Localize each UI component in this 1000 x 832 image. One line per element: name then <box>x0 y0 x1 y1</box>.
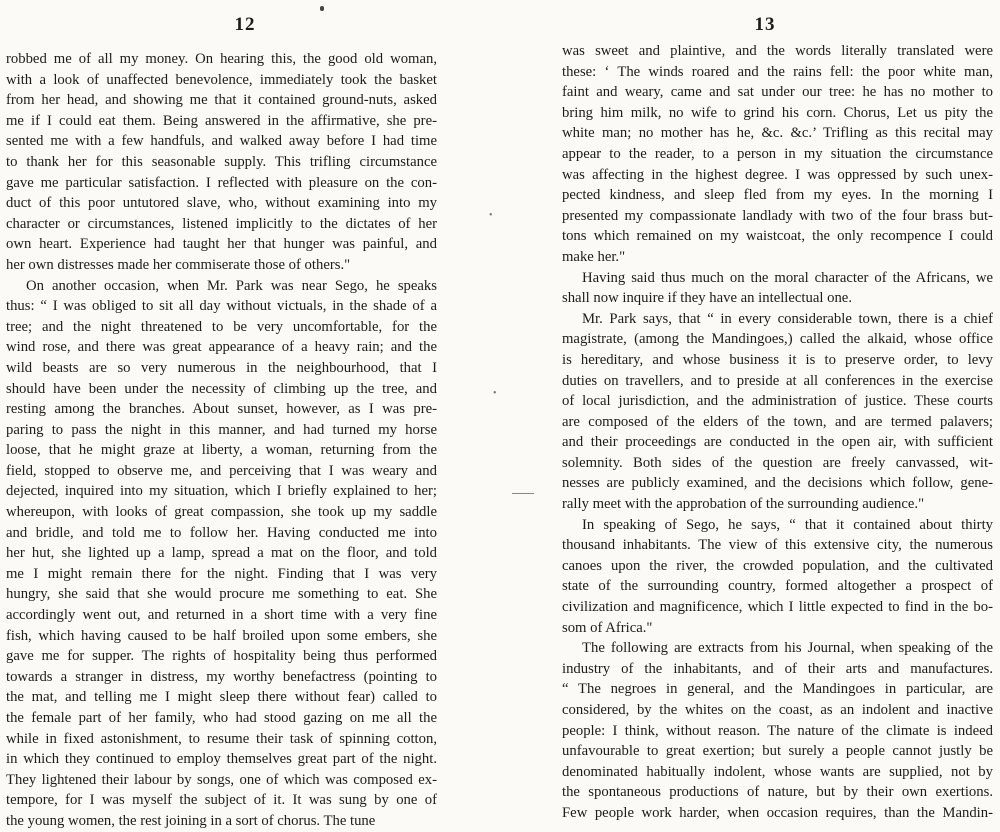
text-line: “ The negroes in general, and the Mandingoes in particular, are <box>562 681 993 698</box>
text-line: robbed me of all my money. On hearing this, the good old woman, <box>6 51 437 67</box>
text-line: thus: “ I was obliged to sit all day without victuals, in the shade of a <box>6 298 437 315</box>
text-line: and bridle, and told me to follow her. Having conducted me into <box>6 524 437 541</box>
text-line: pected kindness, and sleep fled from my eyes. In the morning I <box>562 187 993 204</box>
text-line: They lightened their labour by songs, one of which was composed ex- <box>6 771 437 788</box>
text-line: whereupon, with looks of great compassion, she took up my saddle <box>6 504 437 521</box>
text-line: unfavourable to great exertion; but surely a people cannot justly be <box>562 743 993 760</box>
text-line: wild beasts are so very numerous in the neighbourhood, that I <box>6 359 437 376</box>
text-line: her own distresses made her commiserate those of others." <box>6 256 351 273</box>
text-line: appear to the reader, to a person in my situation the circumstance <box>562 145 993 162</box>
text-line: is hereditary, and whose business it is to preserve order, to levy <box>562 351 993 368</box>
text-line: while in fixed astonishment, to resume their task of spinning cotton, <box>6 730 437 747</box>
text-line: was affecting in the highest degree. I was oppressed by such unex- <box>562 166 993 183</box>
text-line: me if I could eat them. Being answered in the affirmative, she pre- <box>6 112 437 129</box>
text-line: solemnity. Both sides of the question are freely canvassed, wit- <box>562 454 993 471</box>
text-line: gave me for supper. The rights of hospitality being thus performed <box>6 648 437 665</box>
text-line: loose, that he might graze at liberty, a woman, returning from the <box>6 442 437 459</box>
text-line: The following are extracts from his Journal, when speaking of the <box>582 640 993 657</box>
text-line: duties on travellers, and to preside at all conferences in the exercise <box>562 372 993 389</box>
text-line: make her." <box>562 248 626 265</box>
text-line: was sweet and plaintive, and the words literally translated were <box>562 43 993 59</box>
text-line: towards a stranger in distress, my worthy benefactress (pointing to <box>6 668 437 685</box>
text-line: fish, which having caused to be half broiled upon some embers, she <box>6 627 437 644</box>
gutter-mark-icon: • <box>493 388 497 399</box>
ink-spot <box>320 6 324 11</box>
text-line: dejected, inquired into my situation, which I briefly explained to her; <box>6 483 437 500</box>
text-line: the female part of her family, who had stood gazing on me all the <box>6 710 437 726</box>
text-line: the young women, the rest joining in a sort of chorus. The tune <box>6 812 376 829</box>
right-page <box>530 0 1000 821</box>
text-line: the mat, and telling me I might sleep there without fear) called to <box>6 689 437 706</box>
text-line: hungry, she said that she would procure me something to eat. She <box>6 586 437 603</box>
text-line: in which they continued to employ themselves great part of the night. <box>6 751 437 768</box>
text-line: thousand inhabitants. The view of this extensive city, the numerous <box>562 537 993 554</box>
text-line: In speaking of Sego, he says, “ that it contained about thirty <box>582 516 993 533</box>
text-line: Mr. Park says, that “ in every considerable town, there is a chief <box>582 310 993 327</box>
text-line: resting among the branches. About sunset, however, as I was pre- <box>6 401 437 418</box>
left-page <box>0 0 470 829</box>
text-line: canoes upon the river, the crowded population, and the cultivated <box>562 557 993 574</box>
text-line: character or circumstances, listened implicitly to the dictates of her <box>6 215 437 232</box>
text-line: faint and weary, came and sat under our tree: he has no mother to <box>562 84 993 101</box>
text-line: presented my compassionate landlady with two of the four brass but- <box>562 207 993 224</box>
text-line: the spontaneous productions of nature, but by their own exertions. <box>562 784 993 801</box>
text-line: of local jurisdiction, and the administration of justice. These courts <box>562 393 993 410</box>
text-line: denominated habitually indolent, whose wants are supplied, not by <box>562 763 993 780</box>
text-line: industry of the inhabitants, and of their arts and manufactures. <box>562 660 993 677</box>
text-line: accordingly went out, and returned in a short time with a very fine <box>6 607 437 624</box>
text-line: her hut, she lighted up a lamp, spread a mat on the floor, and told <box>6 545 437 562</box>
text-line: som of Africa." <box>562 619 653 636</box>
text-line: people: I think, without reason. The nature of the climate is indeed <box>562 722 993 739</box>
text-line: wind rose, and there was great appearance of a heavy rain; and the <box>6 339 437 356</box>
page-text <box>6 49 437 832</box>
text-line: nesses are publicly examined, and the decisions which follow, gene- <box>562 475 993 492</box>
text-line: with a look of unaffected benevolence, immediately took the basket <box>6 71 437 88</box>
text-line: sented me with a few handfuls, and walked away before I had time <box>6 133 437 150</box>
text-line: civilization and magnificence, which I little expected to find in the bo- <box>562 599 993 616</box>
text-line: magistrate, (among the Mandingoes,) called the alkaid, whose office <box>562 331 993 348</box>
text-line: considered, by the whites on the coast, as an indolent and inactive <box>562 702 993 718</box>
text-line: tons which remained on my waistcoat, the only recompence I could <box>562 228 993 245</box>
text-line: to thank her for this seasonable supply. This trifling circumstance <box>6 153 437 170</box>
text-line: from her head, and showing me that it contained ground-nuts, asked <box>6 92 437 109</box>
page-number: 13 <box>754 14 776 35</box>
text-line: Few people work harder, when occasion requires, than the Mandin- <box>562 804 993 821</box>
text-line: are composed of the elders of the town, and are termed palavers; <box>562 413 993 430</box>
text-line: field, stopped to observe me, and perceiving that I was weary and <box>6 462 437 479</box>
text-line: should have been under the necessity of climbing up the tree, and <box>6 380 437 397</box>
text-line: shall now inquire if they have an intellectual one. <box>562 290 852 307</box>
gutter-mark-icon: • <box>489 210 493 221</box>
text-line: bring him milk, no wife to grind his corn. Chorus, Let us pity the <box>562 104 993 121</box>
text-line: these: ‘ The winds roared and the rains fell: the poor white man, <box>562 63 993 80</box>
text-line: me I might remain there for the night. Finding that I was very <box>6 565 437 582</box>
page-number: 12 <box>234 14 256 35</box>
text-line: gave me particular satisfaction. I reflected with pleasure on the con- <box>6 174 437 191</box>
text-line: white man; no mother has he, &c. &c.’ Trifling as this recital may <box>562 125 993 142</box>
text-line: Having said thus much on the moral character of the Africans, we <box>582 269 993 286</box>
text-line: duct of this poor untutored slave, who, without examining into my <box>6 195 437 212</box>
page-text <box>562 41 993 824</box>
text-line: own heart. Experience had taught her that hunger was painful, and <box>6 236 437 253</box>
text-line: state of the surrounding country, formed altogether a prospect of <box>562 578 993 595</box>
text-line: paring to pass the night in this manner, and had turned my horse <box>6 421 437 438</box>
text-line: tempore, for I was myself the subject of it. It was sung by one of <box>6 792 437 809</box>
text-line: and their proceedings are conducted in the open air, with sufficient <box>562 434 993 451</box>
text-line: On another occasion, when Mr. Park was near Sego, he speaks <box>26 277 437 294</box>
text-line: tree; and the night threatened to be very uncomfortable, for the <box>6 318 437 335</box>
text-line: rally meet with the approbation of the surrounding audience." <box>562 496 925 513</box>
